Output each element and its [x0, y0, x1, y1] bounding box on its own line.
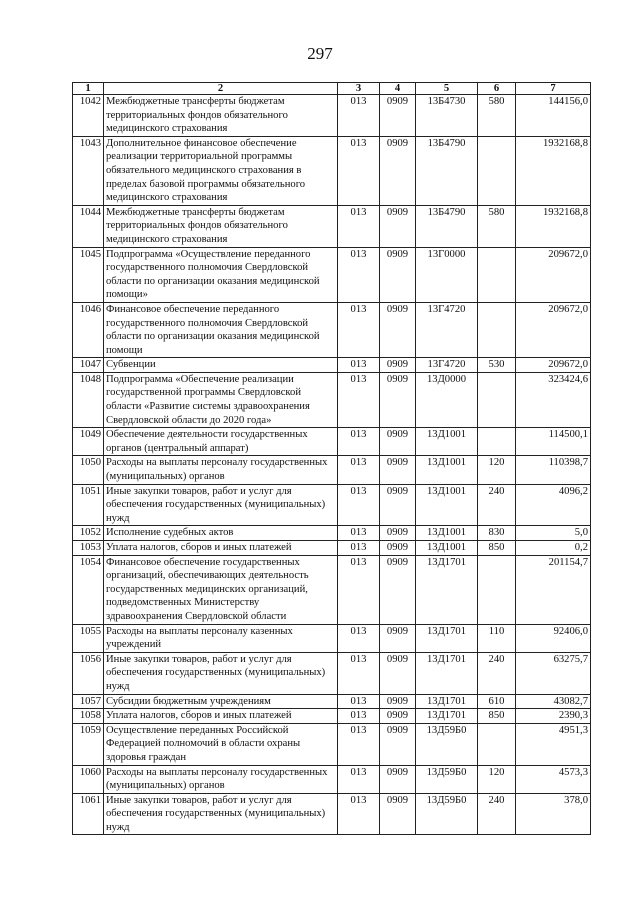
table-row: [73, 694, 591, 709]
amount-cell: 378,0: [516, 793, 591, 835]
table-row: [73, 652, 591, 694]
amount-cell: 209672,0: [516, 302, 591, 357]
table-row: [73, 541, 591, 556]
item-name-cell: Дополнительное финансовое обеспечение реализации территориальной программы обязательного медицинского страхования в пределах базовой программы обязательного медицинского страхования: [104, 136, 338, 205]
department-code-cell: 013: [338, 205, 380, 247]
target-article-cell: 13Г0000: [416, 247, 478, 302]
target-article-cell: 13Д1701: [416, 652, 478, 694]
row-number-cell: 1044: [73, 205, 104, 247]
item-name-cell: Расходы на выплаты персоналу государственных (муниципальных) органов: [104, 456, 338, 484]
section-code-cell: 0909: [380, 765, 416, 793]
table-row: [73, 95, 591, 137]
amount-cell: 5,0: [516, 526, 591, 541]
department-code-cell: 013: [338, 372, 380, 427]
expense-type-cell: [478, 302, 516, 357]
target-article-cell: 13Д1701: [416, 624, 478, 652]
department-code-cell: 013: [338, 358, 380, 373]
target-article-cell: 13Д59Б0: [416, 793, 478, 835]
expense-type-cell: [478, 555, 516, 624]
section-code-cell: 0909: [380, 694, 416, 709]
amount-cell: 209672,0: [516, 358, 591, 373]
item-name-cell: Уплата налогов, сборов и иных платежей: [104, 541, 338, 556]
expense-type-cell: 830: [478, 526, 516, 541]
column-header: 2: [104, 83, 338, 95]
column-header: 4: [380, 83, 416, 95]
budget-table: [72, 82, 591, 835]
row-number-cell: 1058: [73, 709, 104, 724]
amount-cell: 201154,7: [516, 555, 591, 624]
target-article-cell: 13Д1001: [416, 484, 478, 526]
target-article-cell: 13Д1701: [416, 555, 478, 624]
amount-cell: 110398,7: [516, 456, 591, 484]
row-number-cell: 1047: [73, 358, 104, 373]
target-article-cell: 13Д0000: [416, 372, 478, 427]
expense-type-cell: 580: [478, 205, 516, 247]
amount-cell: 43082,7: [516, 694, 591, 709]
section-code-cell: 0909: [380, 205, 416, 247]
table-row: [73, 136, 591, 205]
item-name-cell: Подпрограмма «Обеспечение реализации государственной программы Свердловской области «Развитие системы здравоохранения Свердловской области до 2020 года»: [104, 372, 338, 427]
item-name-cell: Расходы на выплаты персоналу казенных учреждений: [104, 624, 338, 652]
expense-type-cell: 850: [478, 541, 516, 556]
row-number-cell: 1059: [73, 723, 104, 765]
expense-type-cell: [478, 723, 516, 765]
section-code-cell: 0909: [380, 484, 416, 526]
amount-cell: 4573,3: [516, 765, 591, 793]
expense-type-cell: 610: [478, 694, 516, 709]
target-article-cell: 13Б4790: [416, 205, 478, 247]
department-code-cell: 013: [338, 555, 380, 624]
target-article-cell: 13Б4790: [416, 136, 478, 205]
expense-type-cell: 120: [478, 456, 516, 484]
section-code-cell: 0909: [380, 541, 416, 556]
row-number-cell: 1050: [73, 456, 104, 484]
target-article-cell: 13Г4720: [416, 358, 478, 373]
department-code-cell: 013: [338, 95, 380, 137]
section-code-cell: 0909: [380, 555, 416, 624]
amount-cell: 63275,7: [516, 652, 591, 694]
amount-cell: 2390,3: [516, 709, 591, 724]
section-code-cell: 0909: [380, 652, 416, 694]
table-row: [73, 709, 591, 724]
row-number-cell: 1048: [73, 372, 104, 427]
table-header-row: [73, 83, 591, 95]
expense-type-cell: 530: [478, 358, 516, 373]
column-header: 6: [478, 83, 516, 95]
section-code-cell: 0909: [380, 624, 416, 652]
expense-type-cell: [478, 136, 516, 205]
table-row: [73, 247, 591, 302]
expense-type-cell: 240: [478, 652, 516, 694]
item-name-cell: Финансовое обеспечение переданного государственного полномочия Свердловской области по организации оказания медицинской помощи: [104, 302, 338, 357]
department-code-cell: 013: [338, 136, 380, 205]
department-code-cell: 013: [338, 624, 380, 652]
item-name-cell: Межбюджетные трансферты бюджетам территориальных фондов обязательного медицинского страхования: [104, 205, 338, 247]
table-row: [73, 765, 591, 793]
amount-cell: 0,2: [516, 541, 591, 556]
amount-cell: 4951,3: [516, 723, 591, 765]
expense-type-cell: [478, 428, 516, 456]
section-code-cell: 0909: [380, 793, 416, 835]
amount-cell: 1932168,8: [516, 136, 591, 205]
department-code-cell: 013: [338, 723, 380, 765]
table-row: [73, 428, 591, 456]
row-number-cell: 1055: [73, 624, 104, 652]
item-name-cell: Уплата налогов, сборов и иных платежей: [104, 709, 338, 724]
department-code-cell: 013: [338, 793, 380, 835]
target-article-cell: 13Г4720: [416, 302, 478, 357]
item-name-cell: Иные закупки товаров, работ и услуг для обеспечения государственных (муниципальных) нужд: [104, 652, 338, 694]
item-name-cell: Финансовое обеспечение государственных организаций, обеспечивающих деятельность государственных медицинских организаций, подведомственных Министерству здравоохранения Свердловской области: [104, 555, 338, 624]
column-header: 1: [73, 83, 104, 95]
amount-cell: 1932168,8: [516, 205, 591, 247]
expense-type-cell: 240: [478, 793, 516, 835]
table-row: [73, 723, 591, 765]
item-name-cell: Межбюджетные трансферты бюджетам территориальных фондов обязательного медицинского страхования: [104, 95, 338, 137]
department-code-cell: 013: [338, 541, 380, 556]
amount-cell: 144156,0: [516, 95, 591, 137]
department-code-cell: 013: [338, 709, 380, 724]
row-number-cell: 1042: [73, 95, 104, 137]
row-number-cell: 1061: [73, 793, 104, 835]
target-article-cell: 13Д59Б0: [416, 765, 478, 793]
table-row: [73, 624, 591, 652]
expense-type-cell: [478, 372, 516, 427]
item-name-cell: Обеспечение деятельности государственных органов (центральный аппарат): [104, 428, 338, 456]
target-article-cell: 13Б4730: [416, 95, 478, 137]
amount-cell: 323424,6: [516, 372, 591, 427]
section-code-cell: 0909: [380, 372, 416, 427]
row-number-cell: 1052: [73, 526, 104, 541]
target-article-cell: 13Д1701: [416, 709, 478, 724]
expense-type-cell: [478, 247, 516, 302]
department-code-cell: 013: [338, 247, 380, 302]
amount-cell: 209672,0: [516, 247, 591, 302]
row-number-cell: 1054: [73, 555, 104, 624]
section-code-cell: 0909: [380, 136, 416, 205]
column-header: 5: [416, 83, 478, 95]
section-code-cell: 0909: [380, 526, 416, 541]
expense-type-cell: 580: [478, 95, 516, 137]
table-row: [73, 555, 591, 624]
target-article-cell: 13Д1001: [416, 456, 478, 484]
table-row: [73, 205, 591, 247]
item-name-cell: Исполнение судебных актов: [104, 526, 338, 541]
section-code-cell: 0909: [380, 456, 416, 484]
expense-type-cell: 120: [478, 765, 516, 793]
item-name-cell: Субсидии бюджетным учреждениям: [104, 694, 338, 709]
department-code-cell: 013: [338, 652, 380, 694]
department-code-cell: 013: [338, 484, 380, 526]
row-number-cell: 1056: [73, 652, 104, 694]
item-name-cell: Иные закупки товаров, работ и услуг для обеспечения государственных (муниципальных) нужд: [104, 793, 338, 835]
row-number-cell: 1049: [73, 428, 104, 456]
expense-type-cell: 240: [478, 484, 516, 526]
department-code-cell: 013: [338, 456, 380, 484]
row-number-cell: 1053: [73, 541, 104, 556]
item-name-cell: Расходы на выплаты персоналу государственных (муниципальных) органов: [104, 765, 338, 793]
table-row: [73, 358, 591, 373]
row-number-cell: 1046: [73, 302, 104, 357]
column-header: 7: [516, 83, 591, 95]
section-code-cell: 0909: [380, 723, 416, 765]
row-number-cell: 1043: [73, 136, 104, 205]
table-row: [73, 456, 591, 484]
section-code-cell: 0909: [380, 428, 416, 456]
target-article-cell: 13Д1701: [416, 694, 478, 709]
table-row: [73, 526, 591, 541]
target-article-cell: 13Д1001: [416, 526, 478, 541]
page-number: 297: [307, 44, 333, 63]
target-article-cell: 13Д1001: [416, 428, 478, 456]
column-header: 3: [338, 83, 380, 95]
table-row: [73, 372, 591, 427]
item-name-cell: Субвенции: [104, 358, 338, 373]
section-code-cell: 0909: [380, 302, 416, 357]
department-code-cell: 013: [338, 694, 380, 709]
department-code-cell: 013: [338, 302, 380, 357]
table-row: [73, 793, 591, 835]
expense-type-cell: 850: [478, 709, 516, 724]
department-code-cell: 013: [338, 765, 380, 793]
item-name-cell: Подпрограмма «Осуществление переданного государственного полномочия Свердловской области по организации оказания медицинской помощи»: [104, 247, 338, 302]
item-name-cell: Осуществление переданных Российской Федерацией полномочий в области охраны здоровья граждан: [104, 723, 338, 765]
section-code-cell: 0909: [380, 95, 416, 137]
section-code-cell: 0909: [380, 358, 416, 373]
row-number-cell: 1057: [73, 694, 104, 709]
table-row: [73, 484, 591, 526]
department-code-cell: 013: [338, 526, 380, 541]
section-code-cell: 0909: [380, 709, 416, 724]
row-number-cell: 1045: [73, 247, 104, 302]
row-number-cell: 1060: [73, 765, 104, 793]
expense-type-cell: 110: [478, 624, 516, 652]
row-number-cell: 1051: [73, 484, 104, 526]
target-article-cell: 13Д59Б0: [416, 723, 478, 765]
department-code-cell: 013: [338, 428, 380, 456]
amount-cell: 92406,0: [516, 624, 591, 652]
target-article-cell: 13Д1001: [416, 541, 478, 556]
amount-cell: 4096,2: [516, 484, 591, 526]
section-code-cell: 0909: [380, 247, 416, 302]
item-name-cell: Иные закупки товаров, работ и услуг для обеспечения государственных (муниципальных) нужд: [104, 484, 338, 526]
table-row: [73, 302, 591, 357]
amount-cell: 114500,1: [516, 428, 591, 456]
